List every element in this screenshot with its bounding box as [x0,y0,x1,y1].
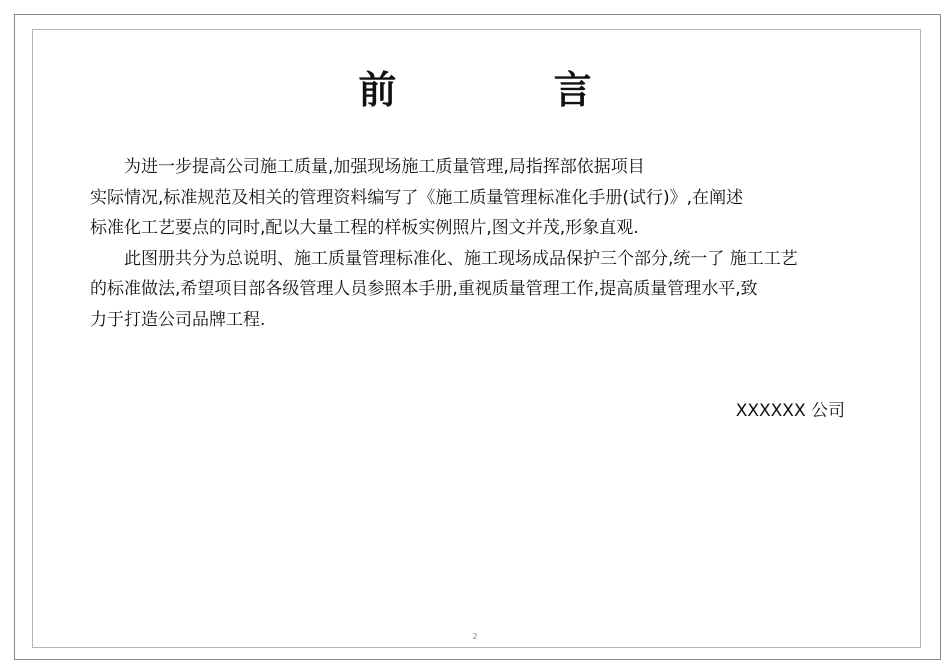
preface-body [90,152,910,336]
page-number: 2 [472,632,478,641]
paragraph-1-line-1: 为进一步提高公司施工质量,加强现场施工质量管理,局指挥部依据项目 [124,157,645,177]
paragraph-2-line-1: 此图册共分为总说明、施工质量管理标准化、施工现场成品保护三个部分,统一了 施工工艺 [124,248,798,269]
paragraph-1-line-3: 标准化工艺要点的同时,配以大量工程的样板实例照片,图文并茂,形象直观. [90,218,639,239]
company-signature: XXXXXX 公司 [735,401,845,421]
paragraph-1-line-2: 实际情况,标准规范及相关的管理资料编写了《施工质量管理标准化手册(试行)》,在阐述 [90,187,744,208]
paragraph-2-line-2: 的标准做法,希望项目部各级管理人员参照本手册,重视质量管理工作,提高质量管理水平,致 [90,279,758,300]
inner-page-border [32,29,921,648]
paragraph-2-line-3: 力于打造公司品牌工程. [90,309,266,330]
page-title: 前 言 [358,68,664,112]
